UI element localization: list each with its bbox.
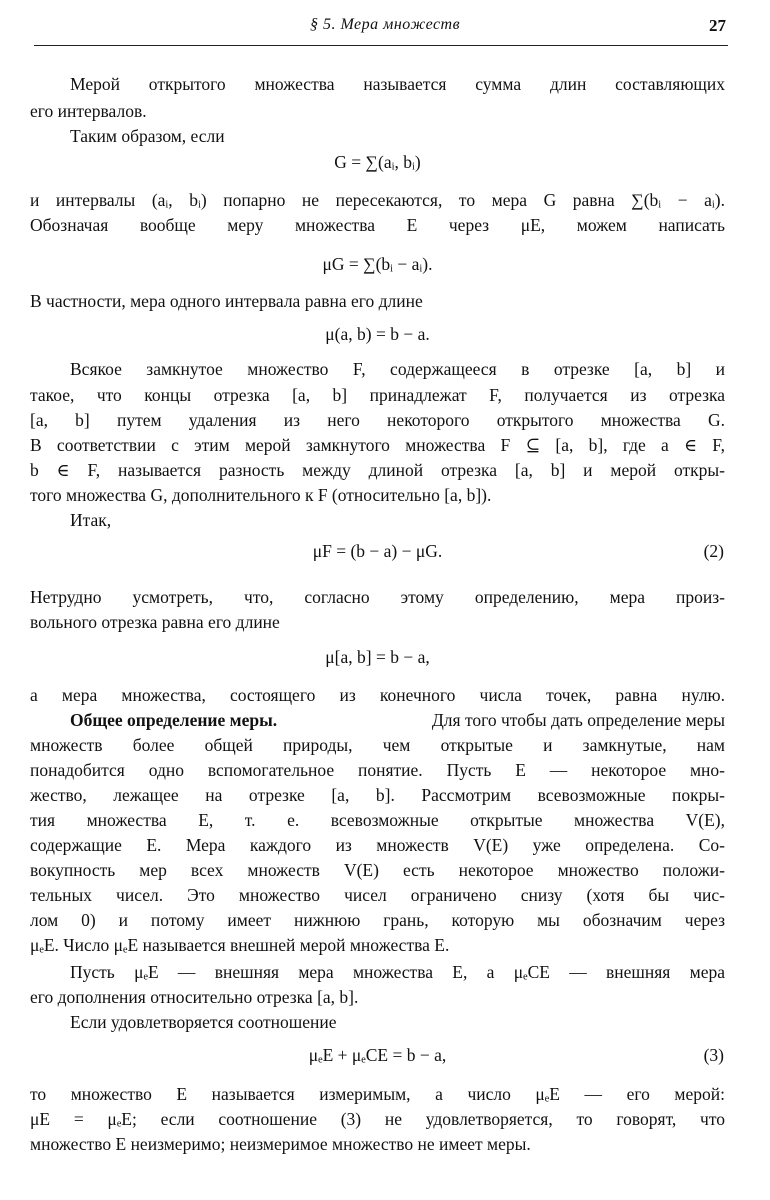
text-line-38: множество E неизмеримо; неизмеримое множество не имеет меры. xyxy=(30,1134,531,1154)
text-line-32: Пусть μₑE — внешняя мера множества E, а μₑCE — внешняя мера xyxy=(70,962,725,982)
formula-interval-measure: μ(a, b) = b − a. xyxy=(325,324,430,344)
text-line-18: Нетрудно усмотреть, что, согласно этому определению, мера произ- xyxy=(30,587,725,607)
formula-measurability: μₑE + μₑCE = b − a, xyxy=(308,1045,447,1065)
text-line-26: тия множества E, т. е. всевозможные открытые множества V(E), xyxy=(30,810,725,830)
text-line-5: и интервалы (aᵢ, bᵢ) попарно не пересекаются, то мера G равна ∑(bᵢ − aᵢ). xyxy=(30,190,725,210)
text-line-13: В соответствии с этим мерой замкнутого множества F ⊆ [a, b], где a ∈ F, xyxy=(30,435,725,455)
text-line-29: тельных чисел. Это множество чисел ограничено снизу (хотя бы чис- xyxy=(30,885,725,905)
formula-open-set: G = ∑(aᵢ, bᵢ) xyxy=(334,152,421,172)
text-line-11: такое, что концы отрезка [a, b] принадлежат F, получается из отрезка xyxy=(30,385,725,405)
text-line-3: Таким образом, если xyxy=(70,126,225,146)
text-line-25: жество, лежащее на отрезке [a, b]. Рассмотрим всевозможные покры- xyxy=(30,785,725,805)
text-line-8: В частности, мера одного интервала равна его длине xyxy=(30,291,423,311)
text-line-27: содержащие E. Мера каждого из множеств V(E) уже определена. Со- xyxy=(30,835,725,855)
text-line-31: μₑE. Число μₑE называется внешней мерой множества E. xyxy=(30,935,450,955)
text-line-14: b ∈ F, называется разность между длиной отрезка [a, b] и мерой откры- xyxy=(30,460,725,480)
formula-mu-g: μG = ∑(bᵢ − aᵢ). xyxy=(322,254,433,274)
text-line-16: Итак, xyxy=(70,510,112,530)
page-number: 27 xyxy=(709,16,726,35)
paragraph-heading: Общее определение меры. xyxy=(70,710,278,730)
text-line-37: μE = μₑE; если соотношение (3) не удовлетворяется, то говорят, что xyxy=(30,1109,725,1129)
text-line-2: его интервалов. xyxy=(30,101,147,121)
text-line-19: вольного отрезка равна его длине xyxy=(30,612,280,632)
equation-number-3: (3) xyxy=(703,1045,724,1065)
formula-closed-measure: μF = (b − a) − μG. xyxy=(312,541,443,561)
equation-number-2: (2) xyxy=(703,541,724,561)
text-line-6: Обозначая вообще меру множества E через μE, можем написать xyxy=(30,215,725,235)
text-line-23: множеств более общей природы, чем открытые и замкнутые, нам xyxy=(30,735,725,755)
text-line-36: то множество E называется измеримым, а число μₑE — его мерой: xyxy=(30,1084,725,1104)
text-line-12: [a, b] путем удаления из него некоторого открытого множества G. xyxy=(30,410,725,430)
text-line-15: того множества G, дополнительного к F (относительно [a, b]). xyxy=(30,485,492,505)
formula-segment-measure: μ[a, b] = b − a, xyxy=(325,647,430,667)
text-line-1: Мерой открытого множества называется сумма длин составляющих xyxy=(70,74,725,94)
text-line-30: лом 0) и потому имеет нижнюю грань, которую мы обозначим через xyxy=(30,910,725,930)
text-line-24: понадобится одно вспомогательное понятие. Пусть E — некоторое мно- xyxy=(30,760,725,780)
text-line-22: Для того чтобы дать определение меры xyxy=(431,710,725,730)
text-line-28: вокупность мер всех множеств V(E) есть некоторое множество положи- xyxy=(30,860,725,880)
text-line-10: Всякое замкнутое множество F, содержащееся в отрезке [a, b] и xyxy=(70,359,725,379)
text-line-34: Если удовлетворяется соотношение xyxy=(70,1012,337,1032)
header-rule xyxy=(34,45,728,46)
text-line-21: а мера множества, состоящего из конечного числа точек, равна нулю. xyxy=(30,685,725,705)
text-line-33: его дополнения относительно отрезка [a, b]. xyxy=(30,987,359,1007)
running-header-title: § 5. Мера множеств xyxy=(309,16,461,33)
